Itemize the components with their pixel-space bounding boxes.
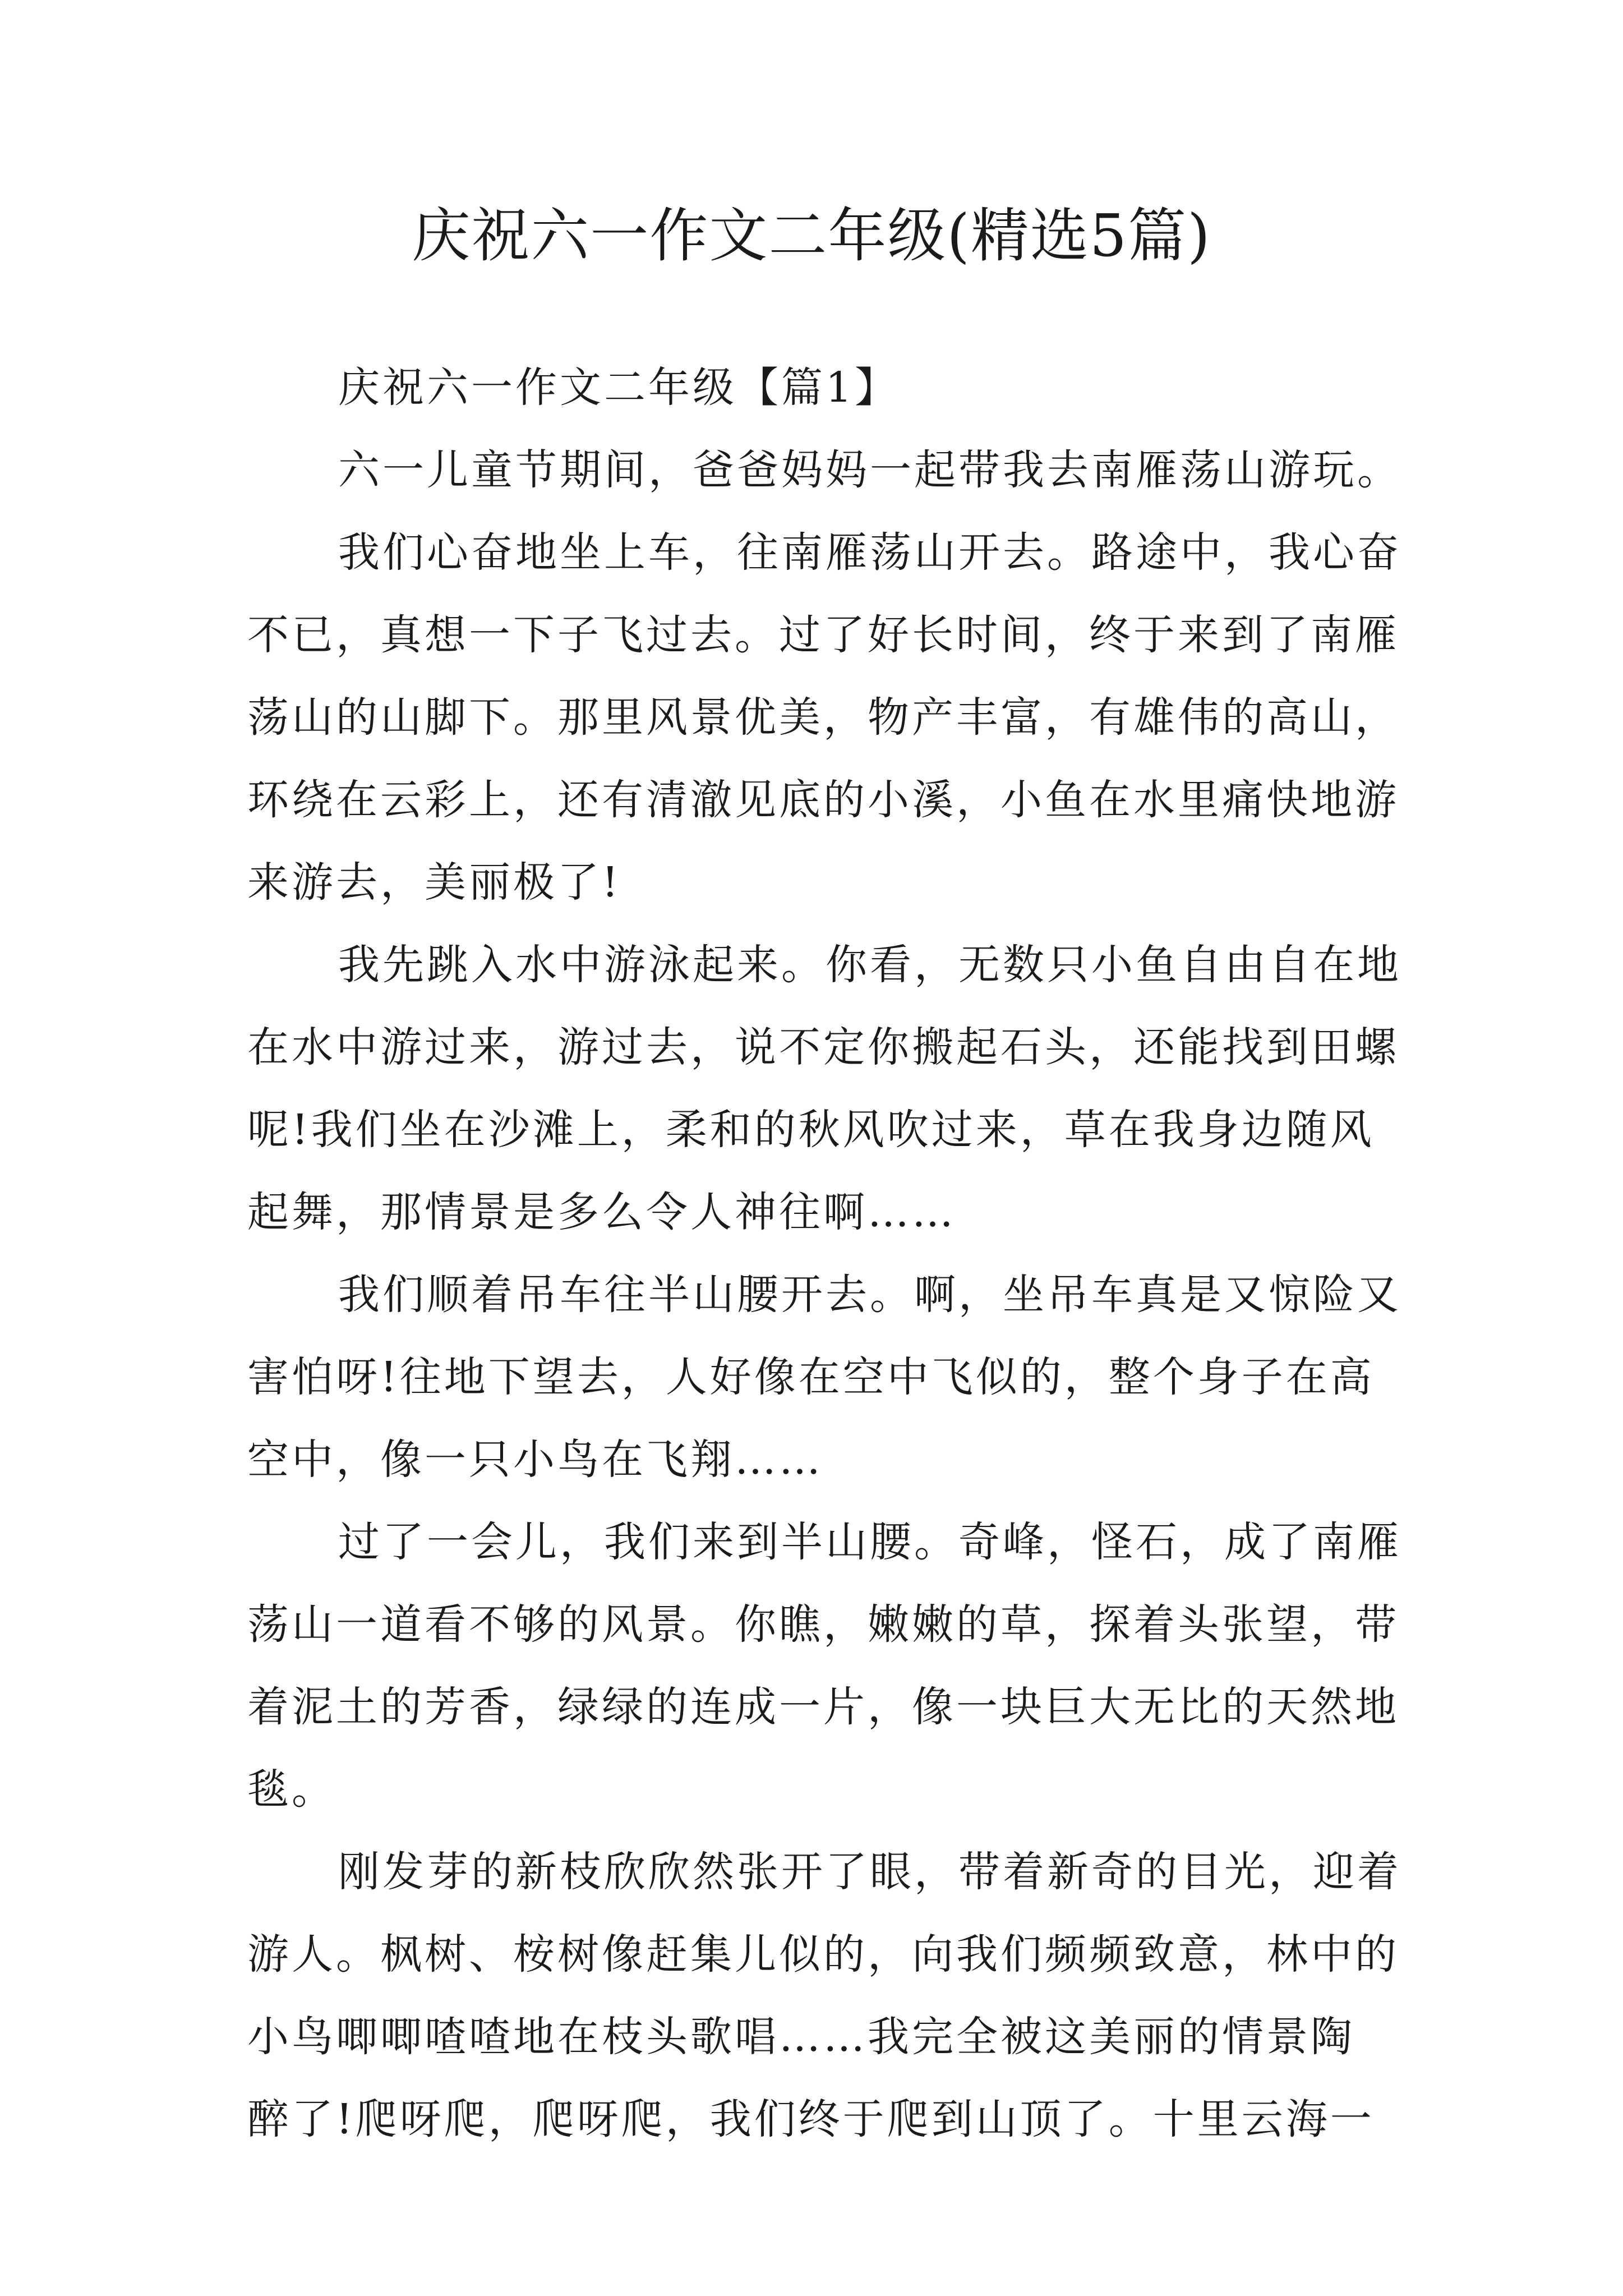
- paragraph-line: 着泥土的芳香，绿绿的连成一片，像一块巨大无比的天然地: [247, 1683, 1399, 1731]
- paragraph-line: 环绕在云彩上，还有清澈见底的小溪，小鱼在水里痛快地游: [247, 776, 1399, 824]
- paragraph-line: 在水中游过来，游过去，说不定你搬起石头，还能找到田螺: [247, 1023, 1399, 1071]
- paragraph-line: 荡山一道看不够的风景。你瞧，嫩嫩的草，探着头张望，带: [247, 1600, 1399, 1649]
- paragraph-line: 呢!我们坐在沙滩上，柔和的秋风吹过来，草在我身边随风: [247, 1106, 1375, 1154]
- paragraph-line: 我们心奋地坐上车，往南雁荡山开去。路途中，我心奋: [338, 528, 1401, 577]
- paragraph-line: 过了一会儿，我们来到半山腰。奇峰，怪石，成了南雁: [338, 1518, 1401, 1566]
- document-title: 庆祝六一作文二年级(精选5篇): [412, 201, 1211, 270]
- paragraph-line: 来游去，美丽极了!: [247, 858, 621, 907]
- document-body: [247, 347, 1401, 2161]
- paragraph-line: 游人。枫树、桉树像赶集儿似的，向我们频频致意，林中的: [247, 1930, 1399, 1978]
- paragraph-line: 刚发芽的新枝欣欣然张开了眼，带着新奇的目光，迎着: [338, 1848, 1401, 1896]
- section-heading: 庆祝六一作文二年级【篇1】: [338, 364, 900, 412]
- paragraph-line: 醉了!爬呀爬，爬呀爬，我们终于爬到山顶了。十里云海一: [247, 2095, 1375, 2143]
- paragraph-line: 不已，真想一下子飞过去。过了好长时间，终于来到了南雁: [247, 611, 1399, 659]
- paragraph-line: 空中，像一只小鸟在飞翔……: [247, 1435, 823, 1484]
- paragraph-line: 我们顺着吊车往半山腰开去。啊，坐吊车真是又惊险又: [338, 1271, 1401, 1319]
- paragraph-line: 毯。: [247, 1765, 336, 1814]
- paragraph-line: 六一儿童节期间，爸爸妈妈一起带我去南雁荡山游玩。: [338, 446, 1401, 494]
- paragraph-line: 荡山的山脚下。那里风景优美，物产丰富，有雄伟的高山，: [247, 693, 1399, 742]
- paragraph-line: 我先跳入水中游泳起来。你看，无数只小鱼自由自在地: [338, 941, 1401, 989]
- paragraph-line: 害怕呀!往地下望去，人好像在空中飞似的，整个身子在高: [247, 1353, 1375, 1401]
- paragraph-line: 小鸟唧唧喳喳地在枝头歌唱……我完全被这美丽的情景陶: [247, 2013, 1355, 2061]
- paragraph-line: 起舞，那情景是多么令人神往啊……: [247, 1188, 956, 1236]
